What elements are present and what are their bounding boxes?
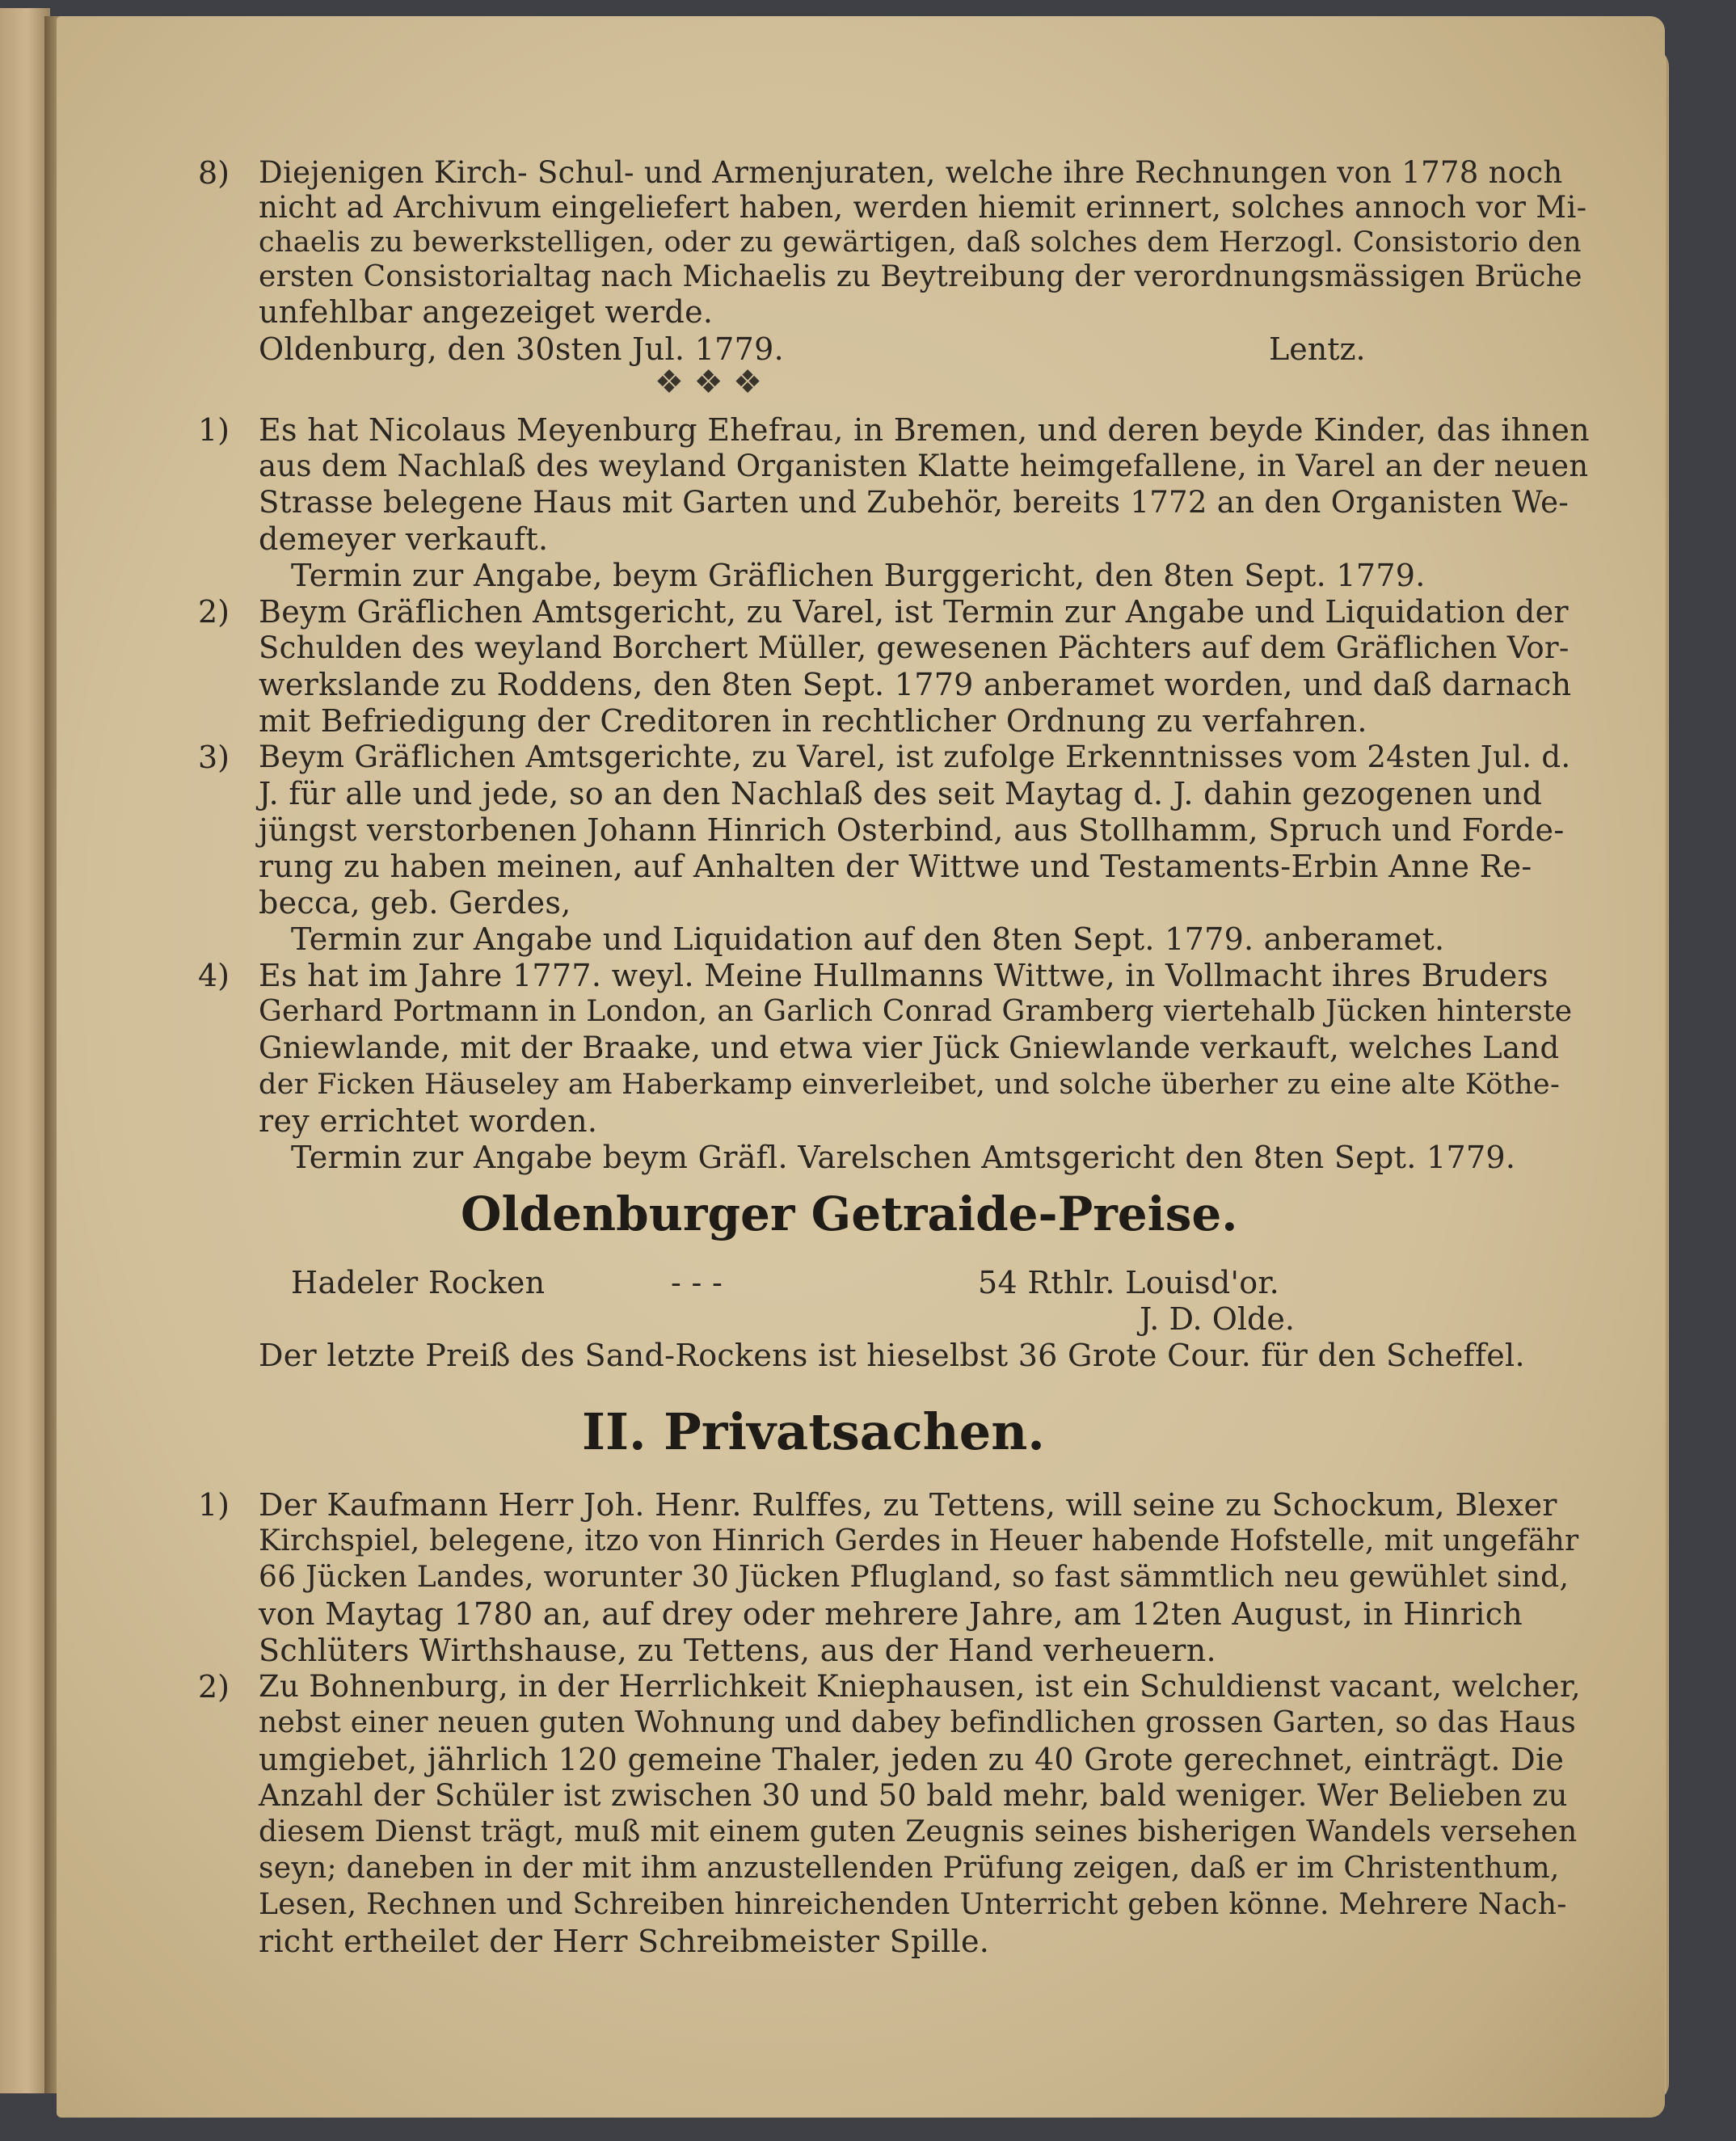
notice-1-line: aus dem Nachlaß des weyland Organisten Klatte heimgefallene, in Varel an der neuen <box>259 449 1589 483</box>
notice-2-line: Beym Gräflichen Amtsgericht, zu Varel, ist Termin zur Angabe und Liquidation der <box>259 594 1569 630</box>
private-2-line: nebst einer neuen guten Wohnung und dabey befindlichen grossen Garten, so das Haus <box>259 1706 1577 1739</box>
section-8-number: 8) <box>198 155 230 191</box>
section-8-line: Diejenigen Kirch- Schul- und Armenjuraten, welche ihre Rechnungen von 1778 noch <box>259 155 1563 190</box>
notice-4-line: der Ficken Häuseley am Haberkamp einverleibet, und solche überher zu eine alte Köthe- <box>259 1068 1561 1101</box>
private-2-line: Lesen, Rechnen und Schreiben hinreichenden Unterricht geben könne. Mehrere Nach- <box>259 1888 1567 1921</box>
notice-1-line: Strasse belegene Haus mit Garten und Zubehör, bereits 1772 an den Organisten We- <box>259 485 1570 520</box>
prices-item: Hadeler Rocken <box>291 1265 546 1300</box>
private-1-number: 1) <box>198 1487 230 1523</box>
prices-note: Der letzte Preiß des Sand-Rockens ist hieselbst 36 Grote Cour. für den Scheffel. <box>259 1338 1525 1373</box>
notice-3-line: becca, geb. Gerdes, <box>259 885 571 921</box>
page-text <box>57 16 1665 2118</box>
section-8-signer: Lentz. <box>1269 331 1366 367</box>
section-8-line: nicht ad Archivum eingeliefert haben, werden hiemit erinnert, solches annoch vor Mi- <box>259 190 1587 225</box>
private-2-line: Zu Bohnenburg, in der Herrlichkeit Kniephausen, ist ein Schuldienst vacant, welcher, <box>259 1669 1581 1704</box>
notice-3-line: J. für alle und jede, so an den Nachlaß des seit Maytag d. J. dahin gezogenen und <box>259 776 1543 811</box>
notice-4-line: rey errichtet worden. <box>259 1103 598 1139</box>
notice-1-number: 1) <box>198 412 230 448</box>
notice-3-termin: Termin zur Angabe und Liquidation auf den 8ten Sept. 1779. anberamet. <box>291 921 1445 957</box>
notice-1-line: Es hat Nicolaus Meyenburg Ehefrau, in Bremen, und deren beyde Kinder, das ihnen <box>259 412 1590 448</box>
section-8-date: Oldenburg, den 30sten Jul. 1779. <box>259 331 784 367</box>
section-8-line: chaelis zu bewerkstelligen, oder zu gewärtigen, daß solches dem Herzogl. Consistorio den <box>259 226 1582 259</box>
private-title: II. Privatsachen. <box>582 1402 1045 1461</box>
private-1-line: Der Kaufmann Herr Joh. Henr. Rulffes, zu Tettens, will seine zu Schockum, Blexer <box>259 1487 1557 1523</box>
private-2-line: seyn; daneben in der mit ihm anzustellenden Prüfung zeigen, daß er im Christenthum, <box>259 1852 1560 1885</box>
notice-4-line: Gniewlande, mit der Braake, und etwa vier Jück Gniewlande verkauft, welches Land <box>259 1030 1560 1065</box>
prices-signer: J. D. Olde. <box>1140 1301 1295 1337</box>
notice-3-line: jüngst verstorbenen Johann Hinrich Osterbind, aus Stollhamm, Spruch und Forde- <box>259 812 1565 848</box>
document-page <box>57 16 1665 2118</box>
notice-2-line: werkslande zu Roddens, den 8ten Sept. 1779 anberamet worden, und daß darnach <box>259 667 1572 702</box>
left-page-edge <box>0 8 50 2093</box>
notice-2-line: Schulden des weyland Borchert Müller, gewesenen Pächters auf dem Gräflichen Vor- <box>259 630 1570 665</box>
prices-dashes: - - - <box>671 1265 723 1300</box>
notice-4-line: Es hat im Jahre 1777. weyl. Meine Hullmanns Wittwe, in Vollmacht ihres Bruders <box>259 958 1548 993</box>
notice-3-line: rung zu haben meinen, auf Anhalten der Wittwe und Testaments-Erbin Anne Re- <box>259 849 1532 884</box>
notice-1-termin: Termin zur Angabe, beym Gräflichen Burggericht, den 8ten Sept. 1779. <box>291 558 1426 593</box>
private-1-line: Kirchspiel, belegene, itzo von Hinrich Gerdes in Heuer habende Hofstelle, mit ungefähr <box>259 1524 1579 1557</box>
private-1-line: 66 Jücken Landes, worunter 30 Jücken Pflugland, so fast sämmtlich neu gewühlet sind, <box>259 1561 1570 1594</box>
private-2-number: 2) <box>198 1669 230 1705</box>
notice-3-line: Beym Gräflichen Amtsgerichte, zu Varel, ist zufolge Erkenntnisses vom 24sten Jul. d. <box>259 740 1571 774</box>
notice-4-line: Gerhard Portmann in London, an Garlich Conrad Gramberg viertehalb Jücken hinterste <box>259 995 1573 1028</box>
notice-1-line: demeyer verkauft. <box>259 521 549 557</box>
notice-4-number: 4) <box>198 958 230 993</box>
private-2-line: diesem Dienst trägt, muß mit einem guten Zeugnis seines bisherigen Wandels versehen <box>259 1815 1578 1848</box>
private-2-line: umgiebet, jährlich 120 gemeine Thaler, jeden zu 40 Grote gerechnet, einträgt. Die <box>259 1742 1565 1777</box>
notice-2-line: mit Befriedigung der Creditoren in rechtlicher Ordnung zu verfahren. <box>259 703 1367 739</box>
section-8-line: unfehlbar angezeiget werde. <box>259 294 714 330</box>
notice-3-number: 3) <box>198 740 230 775</box>
prices-title: Oldenburger Getraide-Preise. <box>461 1186 1238 1241</box>
notice-4-termin: Termin zur Angabe beym Gräfl. Varelschen Amtsgericht den 8ten Sept. 1779. <box>291 1140 1516 1175</box>
private-1-line: Schlüters Wirthshause, zu Tettens, aus der Hand verheuern. <box>259 1633 1216 1668</box>
private-2-line: Anzahl der Schüler ist zwischen 30 und 50 bald mehr, bald weniger. Wer Belieben zu <box>259 1778 1568 1813</box>
private-2-line: richt ertheilet der Herr Schreibmeister Spille. <box>259 1924 990 1959</box>
ornament-divider: ❖ ❖ ❖ <box>655 364 763 401</box>
notice-2-number: 2) <box>198 594 230 630</box>
prices-price: 54 Rthlr. Louisd'or. <box>978 1265 1280 1300</box>
private-1-line: von Maytag 1780 an, auf drey oder mehrere Jahre, am 12ten August, in Hinrich <box>259 1596 1523 1632</box>
section-8-line: ersten Consistorialtag nach Michaelis zu Beytreibung der verordnungsmässigen Brüche <box>259 260 1582 293</box>
